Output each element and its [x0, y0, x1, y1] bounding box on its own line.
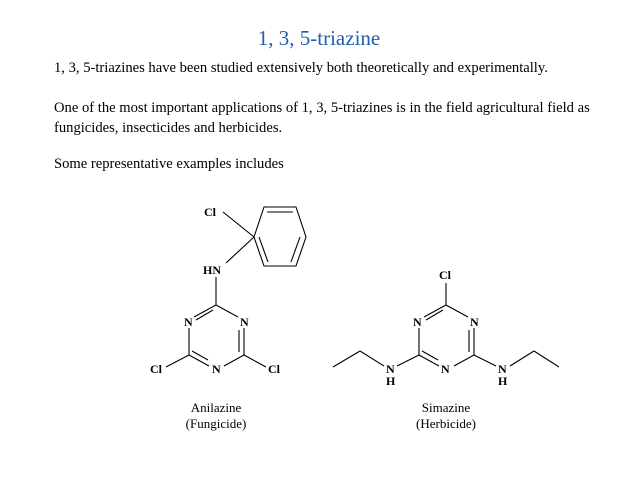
left-ethyl-bond-1 — [360, 351, 384, 366]
nh-phenyl-bond — [226, 237, 254, 263]
paragraph-examples: Some representative examples includes — [54, 156, 284, 172]
cl-phenyl-bond — [223, 212, 254, 237]
atom-n-left: N — [184, 315, 193, 329]
slide-title: 1, 3, 5-triazine — [257, 26, 381, 50]
left-ethyl-bond-2 — [333, 351, 360, 367]
cl-left-bond — [166, 355, 189, 367]
atom-n-bottom: N — [212, 362, 221, 376]
atom-cl-top: Cl — [204, 205, 216, 219]
atom-nh-left-n: N — [386, 362, 395, 376]
atom-nh-left-h: H — [386, 374, 396, 388]
atom-nh-right-h: H — [498, 374, 508, 388]
atom-n-left: N — [413, 315, 422, 329]
right-ethyl-bond-2 — [534, 351, 559, 367]
right-ethyl-bond-1 — [510, 351, 534, 366]
atom-n-right: N — [470, 315, 479, 329]
atom-nh-right-n: N — [498, 362, 507, 376]
right-nh-bond — [474, 355, 496, 366]
atom-cl-left: Cl — [150, 362, 162, 376]
anilazine-name: Anilazine — [190, 400, 242, 415]
atom-hn: HN — [203, 263, 221, 277]
simazine-structure — [333, 268, 559, 431]
paragraph-intro: 1, 3, 5-triazines have been studied extensively both theoretically and experimentally. — [54, 60, 548, 76]
atom-n-right: N — [240, 315, 249, 329]
atom-n-bottom: N — [441, 362, 450, 376]
cl-right-bond — [244, 355, 266, 367]
atom-cl-right: Cl — [268, 362, 280, 376]
anilazine-structure — [150, 205, 306, 431]
paragraph-applications: One of the most important applications of 1, 3, 5-triazines is in the field agricultural field as fungicides, insecticides and herbicides. — [54, 100, 590, 136]
simazine-name: Simazine — [421, 400, 471, 415]
atom-cl-top: Cl — [439, 268, 451, 282]
benzene-ring — [254, 207, 306, 266]
simazine-use: (Herbicide) — [416, 416, 476, 431]
left-nh-bond — [397, 355, 419, 366]
anilazine-use: (Fungicide) — [185, 416, 247, 431]
simazine-triazine-ring — [419, 305, 474, 366]
anilazine-triazine-ring — [189, 305, 244, 366]
